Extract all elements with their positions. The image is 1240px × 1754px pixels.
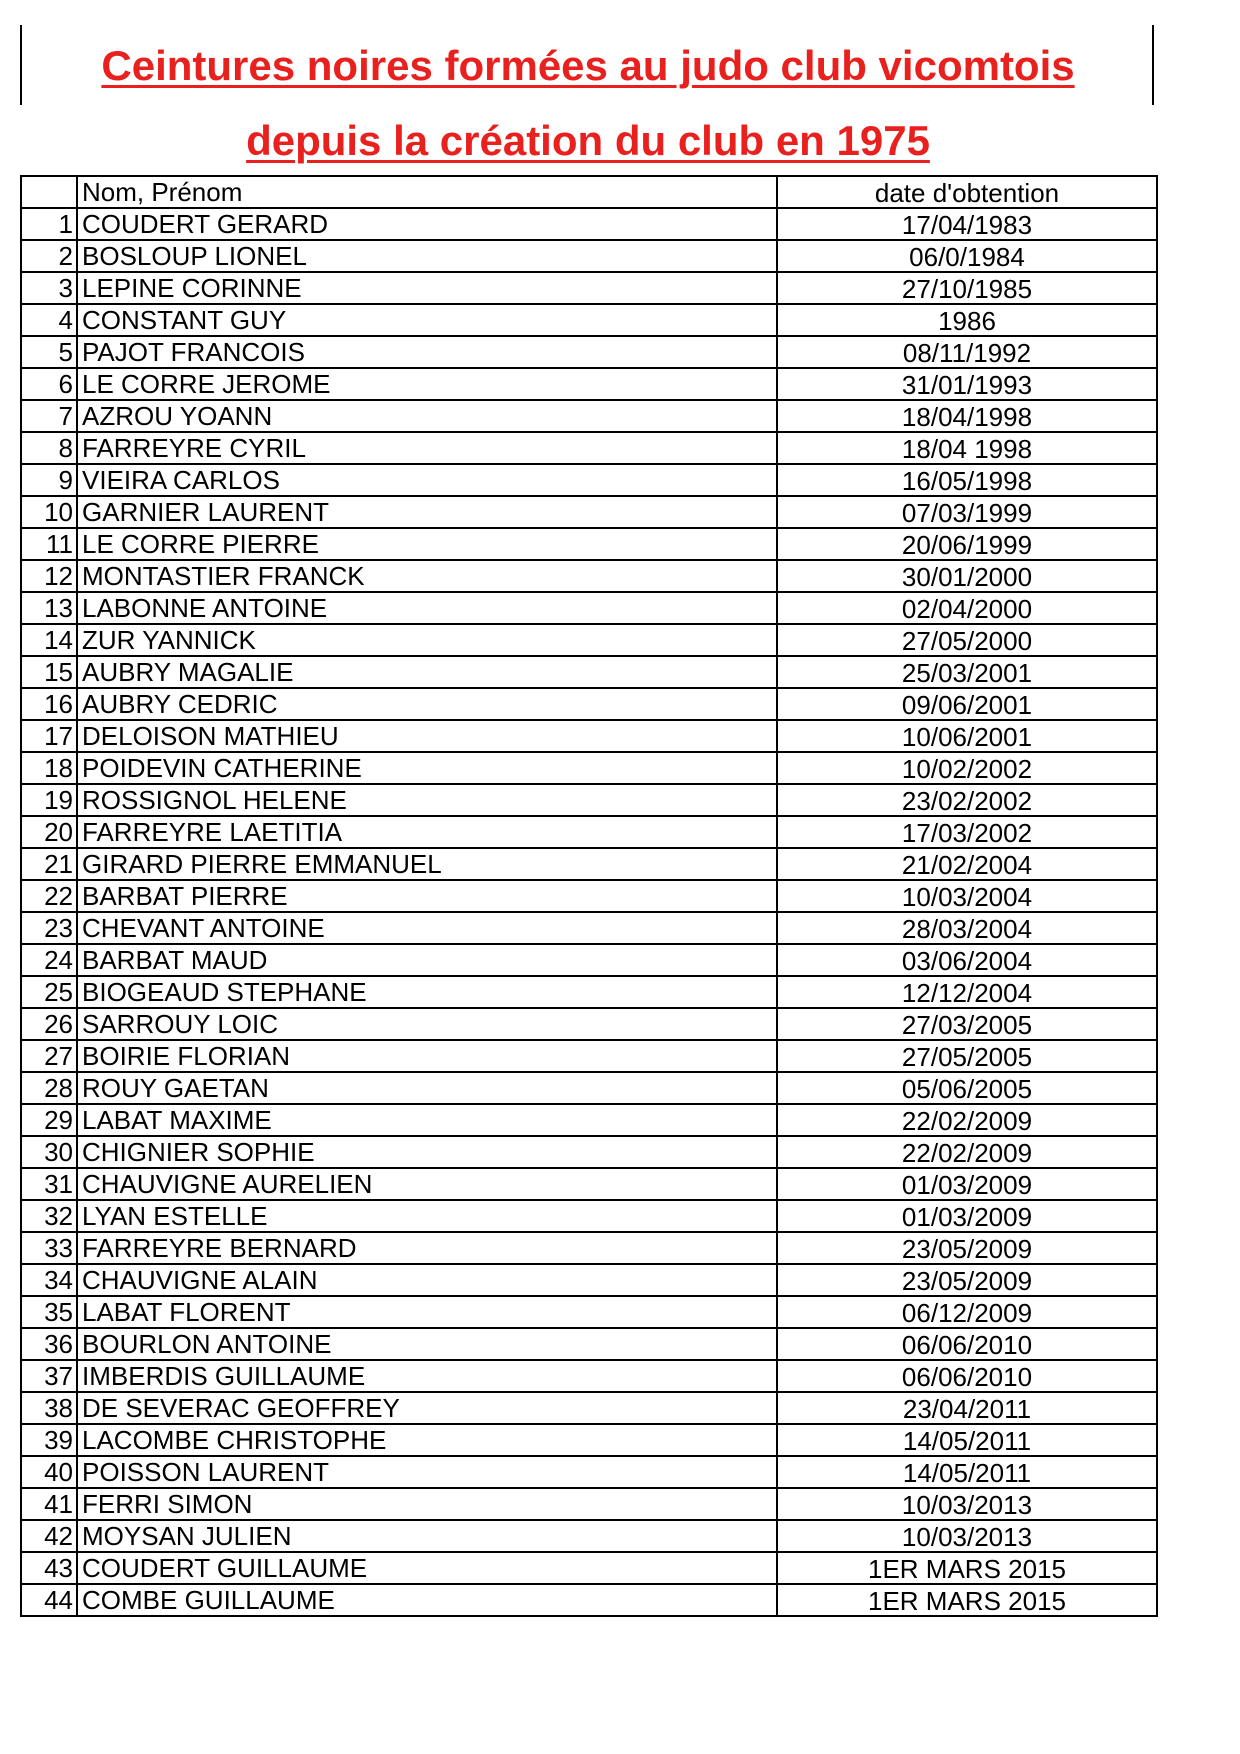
row-number: 10 bbox=[21, 496, 77, 528]
table-row bbox=[21, 1040, 1157, 1072]
black-belt-table bbox=[20, 175, 1158, 1617]
row-date: 1986 bbox=[777, 304, 1157, 336]
row-name: CHEVANT ANTOINE bbox=[77, 912, 777, 944]
row-name: LE CORRE PIERRE bbox=[77, 528, 777, 560]
row-date: 27/05/2005 bbox=[777, 1040, 1157, 1072]
table-row bbox=[21, 1552, 1157, 1584]
table-row bbox=[21, 912, 1157, 944]
row-name: DELOISON MATHIEU bbox=[77, 720, 777, 752]
row-number: 17 bbox=[21, 720, 77, 752]
row-name: MOYSAN JULIEN bbox=[77, 1520, 777, 1552]
row-date: 18/04/1998 bbox=[777, 400, 1157, 432]
table-row bbox=[21, 848, 1157, 880]
table-row bbox=[21, 368, 1157, 400]
table-row bbox=[21, 1296, 1157, 1328]
row-name: PAJOT FRANCOIS bbox=[77, 336, 777, 368]
table-row bbox=[21, 784, 1157, 816]
row-number: 35 bbox=[21, 1296, 77, 1328]
table-body bbox=[21, 176, 1157, 1616]
row-name: BOURLON ANTOINE bbox=[77, 1328, 777, 1360]
row-date: 06/06/2010 bbox=[777, 1328, 1157, 1360]
table-row bbox=[21, 1232, 1157, 1264]
row-date: 25/03/2001 bbox=[777, 656, 1157, 688]
row-date: 27/03/2005 bbox=[777, 1008, 1157, 1040]
row-number: 21 bbox=[21, 848, 77, 880]
row-number: 36 bbox=[21, 1328, 77, 1360]
row-date: 17/04/1983 bbox=[777, 208, 1157, 240]
table-row bbox=[21, 592, 1157, 624]
table-row bbox=[21, 528, 1157, 560]
table-row bbox=[21, 1424, 1157, 1456]
table-row bbox=[21, 1584, 1157, 1616]
row-date: 31/01/1993 bbox=[777, 368, 1157, 400]
row-number: 4 bbox=[21, 304, 77, 336]
table-row bbox=[21, 496, 1157, 528]
row-date: 16/05/1998 bbox=[777, 464, 1157, 496]
row-date: 30/01/2000 bbox=[777, 560, 1157, 592]
row-date: 06/0/1984 bbox=[777, 240, 1157, 272]
row-name: LABAT FLORENT bbox=[77, 1296, 777, 1328]
table-row bbox=[21, 1008, 1157, 1040]
row-name: LACOMBE CHRISTOPHE bbox=[77, 1424, 777, 1456]
row-name: LABONNE ANTOINE bbox=[77, 592, 777, 624]
table-row bbox=[21, 1392, 1157, 1424]
row-name: BIOGEAUD STEPHANE bbox=[77, 976, 777, 1008]
table-row bbox=[21, 1488, 1157, 1520]
row-number: 41 bbox=[21, 1488, 77, 1520]
table-row bbox=[21, 624, 1157, 656]
header-num bbox=[21, 176, 77, 208]
table-row bbox=[21, 688, 1157, 720]
row-date: 05/06/2005 bbox=[777, 1072, 1157, 1104]
row-number: 16 bbox=[21, 688, 77, 720]
row-number: 26 bbox=[21, 1008, 77, 1040]
row-name: CONSTANT GUY bbox=[77, 304, 777, 336]
row-name: ROUY GAETAN bbox=[77, 1072, 777, 1104]
row-number: 28 bbox=[21, 1072, 77, 1104]
row-date: 14/05/2011 bbox=[777, 1424, 1157, 1456]
row-number: 15 bbox=[21, 656, 77, 688]
row-date: 10/02/2002 bbox=[777, 752, 1157, 784]
row-name: LEPINE CORINNE bbox=[77, 272, 777, 304]
row-name: ROSSIGNOL HELENE bbox=[77, 784, 777, 816]
table-row bbox=[21, 944, 1157, 976]
row-number: 20 bbox=[21, 816, 77, 848]
row-name: AUBRY MAGALIE bbox=[77, 656, 777, 688]
row-name: ZUR YANNICK bbox=[77, 624, 777, 656]
row-date: 09/06/2001 bbox=[777, 688, 1157, 720]
row-name: GIRARD PIERRE EMMANUEL bbox=[77, 848, 777, 880]
row-number: 34 bbox=[21, 1264, 77, 1296]
row-number: 9 bbox=[21, 464, 77, 496]
row-date: 10/06/2001 bbox=[777, 720, 1157, 752]
row-date: 28/03/2004 bbox=[777, 912, 1157, 944]
row-number: 23 bbox=[21, 912, 77, 944]
row-date: 1ER MARS 2015 bbox=[777, 1584, 1157, 1616]
header-date: date d'obtention bbox=[777, 176, 1157, 208]
table-row bbox=[21, 1200, 1157, 1232]
row-number: 29 bbox=[21, 1104, 77, 1136]
table-row bbox=[21, 1104, 1157, 1136]
row-name: BOSLOUP LIONEL bbox=[77, 240, 777, 272]
row-name: IMBERDIS GUILLAUME bbox=[77, 1360, 777, 1392]
row-date: 08/11/1992 bbox=[777, 336, 1157, 368]
row-number: 11 bbox=[21, 528, 77, 560]
row-date: 10/03/2013 bbox=[777, 1520, 1157, 1552]
row-number: 33 bbox=[21, 1232, 77, 1264]
row-number: 5 bbox=[21, 336, 77, 368]
row-date: 23/04/2011 bbox=[777, 1392, 1157, 1424]
row-number: 30 bbox=[21, 1136, 77, 1168]
row-date: 06/06/2010 bbox=[777, 1360, 1157, 1392]
row-name: SARROUY LOIC bbox=[77, 1008, 777, 1040]
table-row bbox=[21, 1456, 1157, 1488]
row-date: 02/04/2000 bbox=[777, 592, 1157, 624]
row-date: 23/05/2009 bbox=[777, 1232, 1157, 1264]
row-name: FARREYRE CYRIL bbox=[77, 432, 777, 464]
row-name: AUBRY CEDRIC bbox=[77, 688, 777, 720]
row-number: 39 bbox=[21, 1424, 77, 1456]
row-date: 18/04 1998 bbox=[777, 432, 1157, 464]
row-name: COUDERT GERARD bbox=[77, 208, 777, 240]
header-name: Nom, Prénom bbox=[77, 176, 777, 208]
table-row bbox=[21, 432, 1157, 464]
row-name: BARBAT PIERRE bbox=[77, 880, 777, 912]
table-row bbox=[21, 880, 1157, 912]
header-row bbox=[21, 176, 1157, 208]
table-row bbox=[21, 1520, 1157, 1552]
row-number: 37 bbox=[21, 1360, 77, 1392]
row-name: COMBE GUILLAUME bbox=[77, 1584, 777, 1616]
row-date: 12/12/2004 bbox=[777, 976, 1157, 1008]
table-row bbox=[21, 1360, 1157, 1392]
row-name: DE SEVERAC GEOFFREY bbox=[77, 1392, 777, 1424]
table-row bbox=[21, 336, 1157, 368]
table-row bbox=[21, 1328, 1157, 1360]
row-date: 17/03/2002 bbox=[777, 816, 1157, 848]
table-row bbox=[21, 1136, 1157, 1168]
row-date: 27/10/1985 bbox=[777, 272, 1157, 304]
table-row bbox=[21, 752, 1157, 784]
row-name: BOIRIE FLORIAN bbox=[77, 1040, 777, 1072]
table-row bbox=[21, 272, 1157, 304]
row-date: 23/05/2009 bbox=[777, 1264, 1157, 1296]
row-date: 20/06/1999 bbox=[777, 528, 1157, 560]
table-row bbox=[21, 656, 1157, 688]
row-name: POISSON LAURENT bbox=[77, 1456, 777, 1488]
table-row bbox=[21, 1264, 1157, 1296]
row-number: 12 bbox=[21, 560, 77, 592]
row-name: LABAT MAXIME bbox=[77, 1104, 777, 1136]
table-row bbox=[21, 208, 1157, 240]
table-row bbox=[21, 304, 1157, 336]
page-title: Ceintures noires formées au judo club vicomtois bbox=[101, 42, 1075, 89]
row-name: MONTASTIER FRANCK bbox=[77, 560, 777, 592]
row-date: 10/03/2004 bbox=[777, 880, 1157, 912]
row-name: BARBAT MAUD bbox=[77, 944, 777, 976]
row-date: 03/06/2004 bbox=[777, 944, 1157, 976]
row-number: 2 bbox=[21, 240, 77, 272]
table-row bbox=[21, 720, 1157, 752]
row-name: LE CORRE JEROME bbox=[77, 368, 777, 400]
row-date: 07/03/1999 bbox=[777, 496, 1157, 528]
row-date: 14/05/2011 bbox=[777, 1456, 1157, 1488]
row-name: CHIGNIER SOPHIE bbox=[77, 1136, 777, 1168]
row-date: 1ER MARS 2015 bbox=[777, 1552, 1157, 1584]
row-number: 42 bbox=[21, 1520, 77, 1552]
row-number: 3 bbox=[21, 272, 77, 304]
row-number: 31 bbox=[21, 1168, 77, 1200]
row-number: 13 bbox=[21, 592, 77, 624]
row-name: FERRI SIMON bbox=[77, 1488, 777, 1520]
table-row bbox=[21, 560, 1157, 592]
row-date: 27/05/2000 bbox=[777, 624, 1157, 656]
table-row bbox=[21, 976, 1157, 1008]
row-name: LYAN ESTELLE bbox=[77, 1200, 777, 1232]
row-name: CHAUVIGNE AURELIEN bbox=[77, 1168, 777, 1200]
row-number: 8 bbox=[21, 432, 77, 464]
row-date: 01/03/2009 bbox=[777, 1168, 1157, 1200]
table-row bbox=[21, 816, 1157, 848]
row-name: COUDERT GUILLAUME bbox=[77, 1552, 777, 1584]
row-number: 43 bbox=[21, 1552, 77, 1584]
row-date: 06/12/2009 bbox=[777, 1296, 1157, 1328]
row-date: 23/02/2002 bbox=[777, 784, 1157, 816]
page-subtitle: depuis la création du club en 1975 bbox=[246, 117, 930, 164]
row-number: 18 bbox=[21, 752, 77, 784]
row-date: 22/02/2009 bbox=[777, 1136, 1157, 1168]
row-number: 38 bbox=[21, 1392, 77, 1424]
row-number: 6 bbox=[21, 368, 77, 400]
table-row bbox=[21, 1168, 1157, 1200]
row-number: 40 bbox=[21, 1456, 77, 1488]
row-name: CHAUVIGNE ALAIN bbox=[77, 1264, 777, 1296]
row-number: 27 bbox=[21, 1040, 77, 1072]
row-date: 21/02/2004 bbox=[777, 848, 1157, 880]
row-number: 24 bbox=[21, 944, 77, 976]
row-name: VIEIRA CARLOS bbox=[77, 464, 777, 496]
row-number: 32 bbox=[21, 1200, 77, 1232]
table-row bbox=[21, 1072, 1157, 1104]
row-name: FARREYRE BERNARD bbox=[77, 1232, 777, 1264]
row-number: 7 bbox=[21, 400, 77, 432]
table-row bbox=[21, 464, 1157, 496]
row-date: 01/03/2009 bbox=[777, 1200, 1157, 1232]
row-number: 44 bbox=[21, 1584, 77, 1616]
row-number: 1 bbox=[21, 208, 77, 240]
table-row bbox=[21, 240, 1157, 272]
row-number: 22 bbox=[21, 880, 77, 912]
row-date: 10/03/2013 bbox=[777, 1488, 1157, 1520]
row-name: FARREYRE LAETITIA bbox=[77, 816, 777, 848]
row-date: 22/02/2009 bbox=[777, 1104, 1157, 1136]
row-name: AZROU YOANN bbox=[77, 400, 777, 432]
row-name: GARNIER LAURENT bbox=[77, 496, 777, 528]
row-number: 25 bbox=[21, 976, 77, 1008]
row-number: 19 bbox=[21, 784, 77, 816]
row-number: 14 bbox=[21, 624, 77, 656]
table-row bbox=[21, 400, 1157, 432]
row-name: POIDEVIN CATHERINE bbox=[77, 752, 777, 784]
